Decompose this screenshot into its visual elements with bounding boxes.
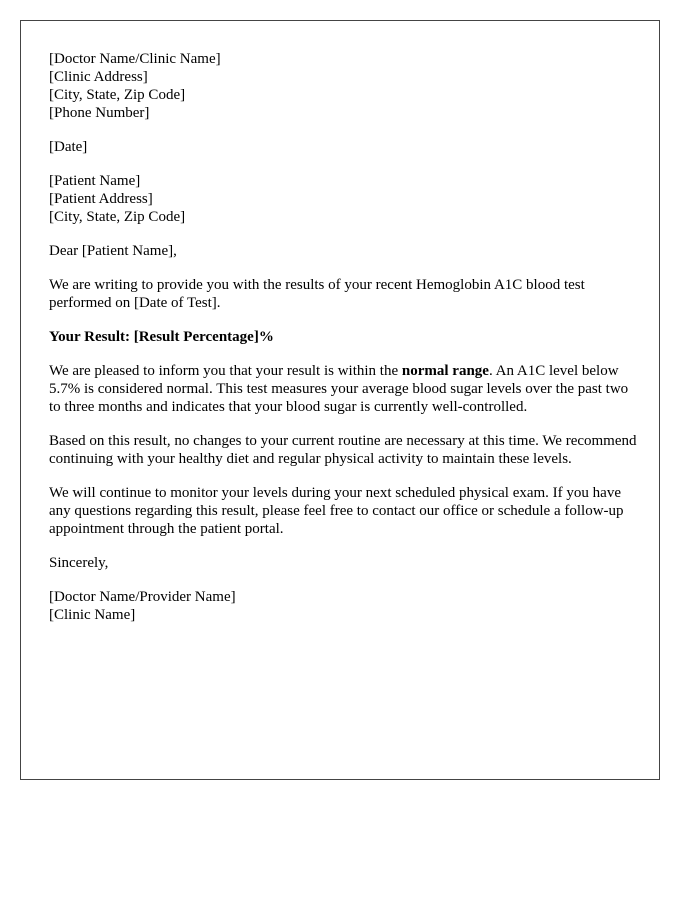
letter-body [49,50,639,624]
recipient-address: [Patient Address] [49,191,153,207]
date-block [49,138,639,156]
result-heading: Your Result: [Result Percentage]% [49,329,274,345]
signature-clinic-name: [Clinic Name] [49,607,136,623]
intro-paragraph: We are writing to provide you with the results of your recent Hemoglobin A1C blood test performed on [Date of Test]. [49,277,585,311]
recommendation-paragraph: Based on this result, no changes to your current routine are necessary at this time. We recommend continuing with your healthy diet and regular physical activity to maintain these levels. [49,433,637,467]
signature-block [49,588,639,624]
followup-paragraph: We will continue to monitor your levels during your next scheduled physical exam. If you have any questions regarding this result, please feel free to contact our office or schedule a follow-up appointment through the patient portal. [49,485,624,537]
normal-range-emphasis: normal range [401,363,489,379]
sender-phone: [Phone Number] [49,105,150,121]
salutation: Dear [Patient Name], [49,243,177,259]
recipient-city-state-zip: [City, State, Zip Code] [49,209,186,225]
result-text-after: . An A1C level below 5.7% is considered normal. This test measures your average blood sugar levels over the past two to three months and indicates that your blood sugar is currently well-controlled. [49,363,629,415]
result-text-before: We are pleased to inform you that your result is within the [49,363,402,379]
letter-date: [Date] [49,139,88,155]
sender-city-state-zip: [City, State, Zip Code] [49,87,186,103]
recipient-block [49,172,639,226]
result-paragraph [49,362,639,416]
signature-provider-name: [Doctor Name/Provider Name] [49,589,236,605]
sender-name: [Doctor Name/Clinic Name] [49,51,221,67]
letter-page [20,20,660,780]
sender-block [49,50,639,122]
recipient-name: [Patient Name] [49,173,141,189]
closing: Sincerely, [49,555,109,571]
sender-address: [Clinic Address] [49,69,148,85]
